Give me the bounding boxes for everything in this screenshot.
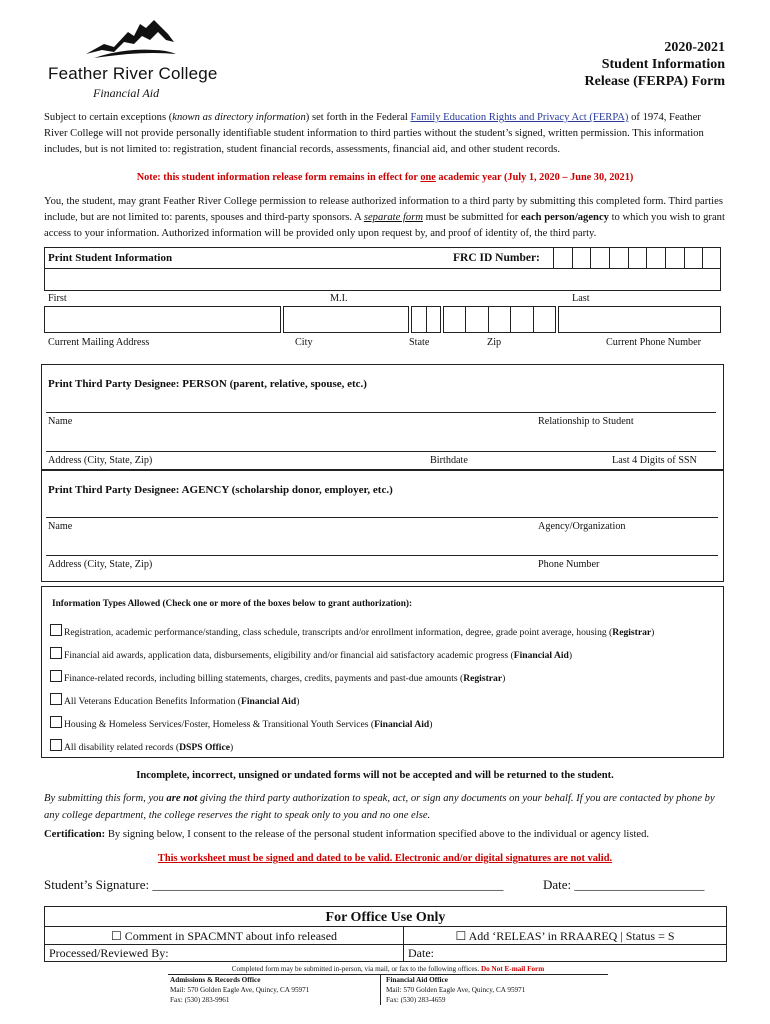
- phone-input[interactable]: [558, 306, 721, 333]
- agency-org-label: Agency/Organization: [538, 521, 626, 532]
- info-type-item: Financial aid awards, application data, disbursements, eligibility and/or financial aid satisfactory academic progress (Financial Aid): [50, 647, 720, 670]
- zip-label: Zip: [487, 337, 502, 348]
- agency-address-label: Address (City, State, Zip): [48, 559, 153, 570]
- info-types-heading: Information Types Allowed (Check one or more of the boxes below to grant authorization):: [52, 599, 413, 609]
- frc-id-input[interactable]: [553, 247, 721, 269]
- checkbox[interactable]: [50, 647, 62, 659]
- form-title-line2: Release (FERPA) Form: [584, 74, 725, 89]
- form-title: [585, 39, 725, 90]
- checkbox[interactable]: [50, 624, 62, 636]
- person-section-heading: Print Third Party Designee: PERSON (parent, relative, spouse, etc.): [48, 378, 367, 390]
- person-name-input[interactable]: [46, 402, 716, 413]
- spacmnt-checkbox[interactable]: ☐ Comment in SPACMNT about info released: [44, 926, 404, 945]
- person-address-input[interactable]: [46, 441, 716, 452]
- agency-name-input[interactable]: [46, 507, 718, 518]
- city-label: City: [295, 337, 313, 348]
- checkbox[interactable]: [50, 670, 62, 682]
- person-name-label: Name: [48, 416, 73, 427]
- ssn-label: Last 4 Digits of SSN: [612, 455, 697, 466]
- relationship-label: Relationship to Student: [538, 416, 634, 427]
- college-name: Feather River College: [48, 64, 218, 83]
- mailing-address-label: Current Mailing Address: [48, 337, 150, 348]
- office-use-heading: For Office Use Only: [44, 906, 727, 927]
- info-type-item: Finance-related records, including billing statements, charges, credits, payments and past-due amounts (Registrar): [50, 670, 720, 693]
- incomplete-warning: Incomplete, incorrect, unsigned or undated forms will not be accepted and will be returned to the student.: [136, 770, 614, 781]
- mountain-logo-icon: [84, 14, 179, 60]
- form-title-line1: Student Information: [601, 57, 725, 72]
- validity-note: Note: this student information release form remains in effect for one academic year (July 1, 2020 – June 30, 2021): [136, 172, 634, 183]
- city-input[interactable]: [283, 306, 409, 333]
- info-type-item: All Veterans Education Benefits Information (Financial Aid): [50, 693, 720, 716]
- processed-by-field[interactable]: Processed/Reviewed By:: [44, 944, 404, 962]
- info-type-item: All disability related records (DSPS Office): [50, 739, 720, 762]
- info-type-item: Registration, academic performance/standing, class schedule, transcripts and/or enrollment information, degree, grade point average, housing (Registrar): [50, 624, 720, 647]
- ferpa-link[interactable]: Family Education Rights and Privacy Act (FERPA): [410, 112, 629, 123]
- office-date-field[interactable]: Date:: [403, 944, 727, 962]
- certification-text: Certification: By signing below, I consent to the release of the personal student information specified above to the individual or agency listed.: [44, 829, 650, 840]
- checkbox[interactable]: [50, 739, 62, 751]
- phone-label: Current Phone Number: [606, 337, 702, 348]
- authorization-disclaimer: By submitting this form, you are not giving the third party authorization to speak, act, or sign any documents on your behalf. If you are contacted by phone by any college department, the college reserves the right to speak only to you and no one else.: [44, 793, 715, 821]
- signature-date-field[interactable]: Date: ____________________: [543, 877, 705, 892]
- college-logo: [84, 14, 179, 60]
- info-types-list: [50, 624, 720, 762]
- checkbox[interactable]: [50, 716, 62, 728]
- agency-section-heading: Print Third Party Designee: AGENCY (scholarship donor, employer, etc.): [48, 484, 393, 496]
- submission-note: Completed form may be submitted in-person, via mail, or fax to the following offices. Do Not E-mail Form: [168, 964, 608, 975]
- form-year: 2020-2021: [664, 40, 725, 55]
- student-section-heading: Print Student Information: [48, 252, 173, 264]
- student-signature-field[interactable]: Student’s Signature: ______________________________________________________: [44, 877, 504, 892]
- agency-phone-label: Phone Number: [538, 559, 600, 570]
- state-input[interactable]: [411, 306, 441, 333]
- permission-paragraph: You, the student, may grant Feather River College permission to release authorized information to a third party by submitting this completed form. Third parties include, but are not limited to: parents, spouses and third-party sponsors. A separate form must be submitted for each person/agency to which you wish to grant access to your information. Authorized information will be provided only upon request by, and proof of identity of, the third party.: [44, 196, 725, 239]
- mi-label: M.I.: [330, 293, 348, 304]
- intro-paragraph: Subject to certain exceptions (known as directory information) set forth in the Federal Family Education Rights and Privacy Act (FERPA) of 1974, Feather River College will not provide personally identifiable student information to third parties without the student’s signed, written permission. This information includes, but is not limited to: registration, student financial records, assessments, financial aid, and other student records.: [44, 112, 704, 155]
- frc-id-label: FRC ID Number:: [453, 252, 540, 264]
- person-address-label: Address (City, State, Zip): [48, 455, 153, 466]
- zip-input[interactable]: [443, 306, 556, 333]
- financial-aid-office-info: Financial Aid Office Mail: 570 Golden Eagle Ave, Quincy, CA 95971 Fax: (530) 283-4659: [386, 976, 526, 1004]
- department-name: Financial Aid: [93, 86, 160, 100]
- info-type-item: Housing & Homeless Services/Foster, Homeless & Transitional Youth Services (Financial Aid): [50, 716, 720, 739]
- mailing-address-input[interactable]: [44, 306, 281, 333]
- student-name-input[interactable]: [44, 269, 721, 291]
- birthdate-label: Birthdate: [430, 455, 468, 466]
- admissions-office-info: Admissions & Records Office Mail: 570 Golden Eagle Ave, Quincy, CA 95971 Fax: (530) 283-9961: [168, 975, 381, 1005]
- signature-validity-warning: This worksheet must be signed and dated to be valid. Electronic and/or digital signatures are not valid.: [157, 853, 613, 864]
- checkbox[interactable]: [50, 693, 62, 705]
- first-name-label: First: [48, 293, 67, 304]
- state-label: State: [409, 337, 430, 348]
- last-name-label: Last: [572, 293, 590, 304]
- rraareq-checkbox[interactable]: ☐ Add ‘RELEAS’ in RRAAREQ | Status = S: [403, 926, 727, 945]
- agency-name-label: Name: [48, 521, 73, 532]
- agency-address-input[interactable]: [46, 545, 718, 556]
